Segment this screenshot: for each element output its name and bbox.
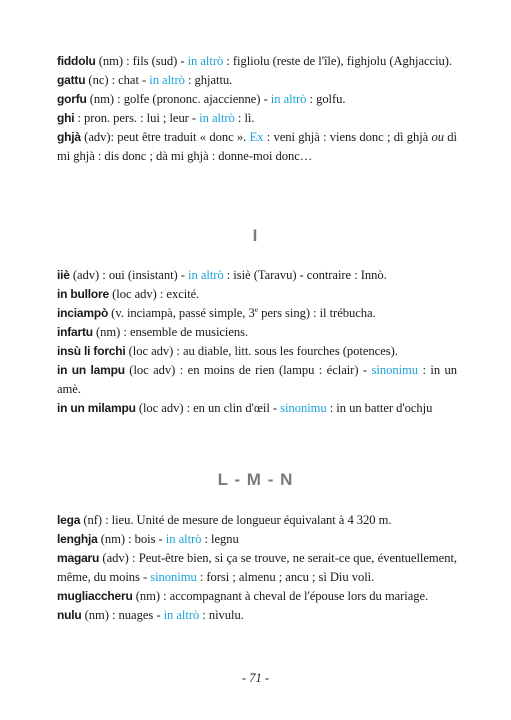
entry-fiddolu xyxy=(57,52,457,71)
definition-text: (adv): peut être traduit « donc ». xyxy=(80,130,250,144)
entry-ghi xyxy=(57,109,457,128)
page-number: - 71 - xyxy=(241,671,270,685)
definition-text: : veni ghjà : viens donc ; dì ghjà xyxy=(263,130,432,144)
entry-infartu xyxy=(57,323,457,342)
entry-gorfu xyxy=(57,90,457,109)
synonym-label: sinonimu xyxy=(280,401,327,415)
synonym-label: sinonimu xyxy=(371,363,419,377)
definition-text: : lì. xyxy=(234,111,255,125)
entry-mugliaccheru xyxy=(57,587,457,606)
definition-text: : pron. pers. : lui ; leur - xyxy=(74,111,200,125)
definition-text: (nm) : bois - xyxy=(97,532,166,546)
definition-text: : isiè (Taravu) - contraire : Innò. xyxy=(223,268,387,282)
definition-text: (loc adv) : excité. xyxy=(109,287,200,301)
entry-ghja xyxy=(57,128,457,166)
cross-reference-label: in altrò xyxy=(165,532,202,546)
headword: infartu xyxy=(57,325,93,339)
definition-text: : ghjattu. xyxy=(184,73,233,87)
italic-conjunction: ou xyxy=(431,130,445,144)
definition-text: pers sing) : il trébucha. xyxy=(258,306,376,320)
entry-nulu xyxy=(57,606,457,625)
example-label: Ex xyxy=(249,130,264,144)
headword: insù li forchi xyxy=(57,344,126,358)
cross-reference-label: in altrò xyxy=(199,111,235,125)
entry-in-un-lampu xyxy=(57,361,457,399)
definition-text: (nm) : golfe (prononc. ajaccienne) - xyxy=(86,92,271,106)
definition-text: : golfu. xyxy=(306,92,346,106)
headword: mugliaccheru xyxy=(57,589,133,603)
definition-text: (nm) : accompagnant à cheval de l'épouse lors du mariage. xyxy=(132,589,429,603)
entry-in-bullore xyxy=(57,285,457,304)
entry-lenghja xyxy=(57,530,457,549)
cross-reference-label: in altrò xyxy=(188,268,224,282)
section-heading-lmn: L - M - N xyxy=(217,470,294,489)
headword: inciampò xyxy=(57,306,109,320)
definition-text: : figliolu (reste de l'île), fighjolu (Aghjacciu). xyxy=(223,54,453,68)
entry-in-un-milampu xyxy=(57,399,457,418)
headword: ghjà xyxy=(57,130,81,144)
headword: fiddolu xyxy=(57,54,96,68)
entry-lega xyxy=(57,511,457,530)
definition-text: (nf) : lieu. Unité de mesure de longueur équivalant à 4 320 m. xyxy=(80,513,392,527)
definition-text: (nc) : chat - xyxy=(85,73,150,87)
synonym-label: sinonimu xyxy=(150,570,197,585)
cross-reference-label: in altrò xyxy=(149,73,185,87)
definition-text: (loc adv) : en un clin d'œil - xyxy=(135,401,281,415)
cross-reference-label: in altrò xyxy=(270,92,307,106)
headword: in un lampu xyxy=(57,363,125,377)
headword: in un milampu xyxy=(57,401,136,415)
definition-text: : nìvulu. xyxy=(199,608,244,622)
entry-insu-li-forchi xyxy=(57,342,457,361)
definition-text: dì mi ghjà : dis donc ; dà mi ghjà : donne-moi donc… xyxy=(57,130,458,164)
definition-text: (nm) : nuages - xyxy=(81,608,164,622)
headword: magaru xyxy=(57,551,100,565)
headword: gorfu xyxy=(57,92,87,106)
entry-magaru xyxy=(57,549,457,587)
definition-text: (nm) : fils (sud) - xyxy=(95,54,188,68)
headword: gattu xyxy=(57,73,86,87)
definition-text: (v. inciampà, passé simple, 3 xyxy=(108,306,255,320)
entry-iie xyxy=(57,266,457,285)
entry-inciampo xyxy=(57,304,457,323)
definition-text: : in un amè. xyxy=(57,363,458,397)
headword: nulu xyxy=(57,608,82,622)
definition-text: (adv) : oui (insistant) - xyxy=(69,268,189,282)
section-heading-i: I xyxy=(252,226,259,245)
definition-text: : legnu xyxy=(201,532,239,546)
definition-text: (loc adv) : au diable, litt. sous les fourches (potences). xyxy=(125,344,398,358)
headword: in bullore xyxy=(57,287,110,301)
headword: lega xyxy=(57,513,81,527)
cross-reference-label: in altrò xyxy=(163,608,200,622)
definition-text: (loc adv) : en moins de rien (lampu : éclair) - xyxy=(124,363,372,377)
headword: ghi xyxy=(57,111,75,125)
entry-gattu xyxy=(57,71,457,90)
superscript: e xyxy=(254,304,259,314)
definition-text: : in un batter d'ochju xyxy=(326,401,433,415)
definition-text: : forsi ; almenu ; ancu ; sì Diu volì. xyxy=(196,570,375,585)
definition-text: (adv) : Peut-être bien, si ça se trouve, ne serait-ce que, éventuellement, même, du moins - xyxy=(57,551,457,585)
definition-text: (nm) : ensemble de musiciens. xyxy=(92,325,249,339)
cross-reference-label: in altrò xyxy=(187,54,224,68)
headword: iiè xyxy=(57,268,70,282)
headword: lenghja xyxy=(57,532,98,546)
